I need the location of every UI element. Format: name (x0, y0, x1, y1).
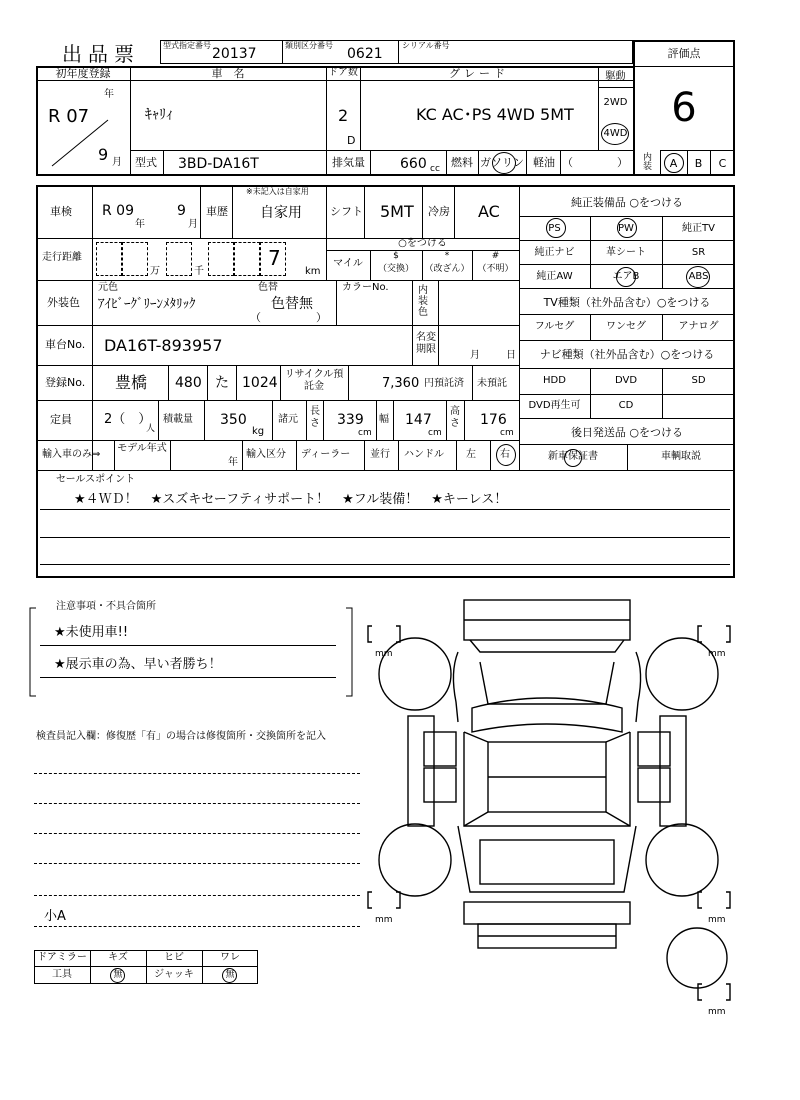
modified-symbol: * (444, 251, 450, 261)
doors-type: D (347, 134, 356, 147)
chassis-label: 車台No. (45, 338, 86, 351)
unknown-symbol: # (491, 251, 500, 261)
history-label: 車歴 (206, 205, 228, 218)
fuel-label: 燃料 (451, 156, 473, 169)
first-reg-year: R 07 (48, 106, 90, 127)
mileage-unit: km (305, 266, 321, 277)
height-label: 高さ (450, 406, 460, 429)
serial-label: シリアル番号 (402, 41, 450, 50)
car-name-label: 車 名 (211, 67, 245, 80)
capacity-persons-unit: 人 (146, 424, 156, 434)
later-docs-label: 後日発送品 ○をつける (570, 426, 684, 439)
registration-class: 480 (175, 375, 202, 391)
handle-right: 右 (500, 449, 510, 460)
ac-value: AC (478, 202, 500, 221)
item-jack-value: 無 (225, 970, 235, 980)
exchange-option: （交換） (377, 264, 414, 274)
interior-c: C (718, 157, 727, 170)
interior-label: 内装 (643, 153, 653, 172)
import-dealer: ディーラー (301, 449, 351, 460)
navi-sd: SD (691, 375, 706, 386)
grade-label: グレード (449, 67, 509, 80)
equip-abs: ABS (688, 271, 709, 282)
drive-label: 駆動 (605, 71, 626, 82)
car-name: ｷｬﾘｨ (145, 107, 173, 123)
fuel-diesel: 軽油 (533, 156, 555, 169)
model-year-label: モデル年式 (117, 443, 167, 454)
mm-spare: mm (708, 1007, 726, 1017)
import-type-label: 輸入区分 (246, 449, 286, 460)
notes-line-2: ★展示車の為、早い者勝ち！ (54, 657, 222, 672)
height-value: 176 (480, 412, 507, 428)
mileage-digits (96, 242, 326, 276)
import-parallel: 並行 (370, 449, 390, 460)
model-label: 型式 (135, 156, 157, 169)
width-value: 147 (405, 412, 432, 428)
registration-label: 登録No. (45, 376, 86, 389)
fuel-gasoline: ガソリン (480, 156, 524, 169)
mile-option: マイル (333, 258, 363, 269)
notes-label: 注意事項・不具合箇所 (56, 601, 156, 612)
shift-label: シフト (330, 205, 363, 218)
first-reg-month: 9 (98, 145, 109, 164)
inspector-label: 検査員記入欄：修復歴「有」の場合は修復箇所・交換箇所を記入 (36, 731, 326, 742)
original-color-label: 元色 (98, 282, 118, 293)
repaint-label: 色替 (258, 282, 278, 293)
drive-2wd: 2WD (603, 97, 628, 108)
vehicle-manual: 車輌取説 (661, 451, 701, 462)
width-unit: cm (428, 428, 442, 438)
car-body-diagram (360, 592, 800, 1072)
mileage-value: 7 (268, 246, 281, 270)
registration-kana: た (215, 375, 229, 391)
sales-text: ★４ＷＤ！ ★スズキセーフティサポート！ ★フル装備！ ★キーレス！ (74, 492, 508, 507)
name-change-day: 日 (506, 350, 516, 361)
recycle-amount: 7,360 (382, 376, 420, 391)
name-change-month: 月 (470, 350, 480, 361)
notes-bracket (28, 600, 358, 700)
exchange-symbol: $ (393, 251, 399, 261)
item-scratch: キズ (108, 952, 128, 963)
item-door-mirror: ドアミラー (37, 952, 87, 963)
length-unit: cm (358, 428, 372, 438)
item-tools: 工具 (52, 969, 72, 980)
navi-dvd-play: DVD再生可 (528, 400, 581, 411)
displacement-label: 排気量 (332, 156, 365, 169)
handle-label: ハンドル (404, 449, 444, 460)
recycle-label: リサイクル預託金 (284, 369, 344, 392)
tv-label: TV種類（社外品含む）○をつける (543, 296, 711, 309)
navi-dvd: DVD (614, 375, 638, 386)
equip-airbag: エアB (612, 271, 640, 282)
capacity-persons: 2（ ） (104, 412, 152, 427)
mm-rear-left: mm (375, 915, 393, 925)
equip-aw: 純正AW (536, 271, 573, 282)
original-color: ｱｲﾋﾞｰｸﾞﾘｰﾝﾒﾀﾘｯｸ (98, 297, 196, 312)
load-label: 積載量 (163, 414, 193, 425)
history-value: 自家用 (260, 205, 302, 221)
item-tools-value: 無 (113, 970, 123, 980)
equip-sr: SR (691, 247, 706, 258)
equip-pw: PW (618, 223, 634, 234)
navi-cd: CD (618, 400, 634, 411)
interior-color-label: 内装色 (418, 285, 428, 318)
import-label: 輸入車のみ⇒ (42, 449, 101, 460)
inspector-remark: 小A (44, 909, 66, 924)
mm-front-left: mm (375, 649, 393, 659)
equipment-label: 純正装備品 ○をつける (570, 196, 684, 209)
load-value: 350 (220, 412, 247, 428)
class-no-label: 類別区分番号 (285, 41, 333, 50)
interior-b: B (694, 157, 703, 170)
model-value: 3BD-DA16T (178, 156, 259, 172)
cc-unit: cc (430, 164, 440, 174)
notes-line-1: ★未使用車!! (54, 625, 129, 640)
score-label: 評価点 (667, 47, 701, 60)
score-value: 6 (671, 85, 697, 131)
modified-option: （改ざん） (424, 264, 470, 274)
recycle-unpaid: 未預託 (477, 378, 507, 389)
history-note: ※未記入は自家用 (246, 187, 309, 196)
page-title: 出品票 (62, 42, 140, 66)
grade-value: KC AC･PS 4WD 5MT (416, 105, 574, 124)
unknown-option: （不明） (477, 264, 514, 274)
first-reg-label: 初年度登録 (55, 67, 111, 80)
mm-front-right: mm (708, 649, 726, 659)
inspection-label: 車検 (50, 205, 72, 218)
repaint-paren: （ ） (250, 311, 327, 324)
mileage-man: 万 (150, 266, 160, 277)
width-label: 幅 (379, 414, 389, 425)
length-label: 長さ (310, 406, 320, 429)
displacement-value: 660 (400, 156, 427, 172)
sales-label: セールスポイント (56, 474, 136, 485)
item-jack: ジャッキ (154, 969, 194, 980)
color-no-label: カラーNo. (342, 282, 389, 293)
drive-4wd: 4WD (603, 128, 628, 139)
tv-fullseg: フルセグ (534, 321, 575, 332)
inspection-year: R 09 (102, 203, 134, 219)
inspection-month: 9 (177, 203, 186, 219)
repaint-value: 色替無 (271, 296, 313, 312)
mileage-label: 走行距離 (42, 252, 82, 263)
height-unit: cm (500, 428, 514, 438)
mileage-sen: 千 (194, 266, 204, 277)
registration-number: 1024 (242, 375, 278, 391)
equip-tv: 純正TV (682, 223, 715, 234)
new-warranty: 新車保証書 (548, 451, 598, 462)
handle-left: 左 (466, 449, 476, 460)
doors-value: 2 (338, 106, 349, 125)
first-reg-year-unit: 年 (104, 89, 114, 100)
item-break: ワレ (220, 952, 240, 963)
capacity-label: 定員 (50, 413, 72, 426)
shift-value: 5MT (380, 202, 414, 221)
color-label: 外装色 (47, 296, 80, 309)
ac-label: 冷房 (428, 205, 450, 218)
model-no: 20137 (212, 46, 257, 62)
equip-navi: 純正ナビ (534, 247, 575, 258)
dims-label: 諸元 (278, 414, 298, 425)
interior-a: A (669, 157, 678, 170)
name-change-label: 名変期限 (416, 332, 436, 355)
load-unit: kg (252, 426, 265, 437)
doors-label: ドア数 (328, 67, 358, 78)
item-crack: ヒビ (164, 952, 184, 963)
length-value: 339 (337, 412, 364, 428)
recycle-paid: 円預託済 (424, 378, 464, 389)
navi-hdd: HDD (543, 375, 566, 386)
mm-rear-right: mm (708, 915, 726, 925)
registration-area: 豊橋 (115, 373, 148, 392)
inspection-year-unit: 年 (135, 219, 145, 230)
mileage-circle-note: ○をつける (398, 238, 447, 249)
chassis-value: DA16T-893957 (104, 336, 223, 355)
navi-label: ナビ種類（社外品含む）○をつける (539, 348, 715, 361)
first-reg-month-unit: 月 (112, 157, 122, 168)
tv-analog: アナログ (678, 321, 719, 332)
equip-ps: PS (548, 223, 561, 234)
fuel-other: （ ） (562, 156, 628, 169)
class-no: 0621 (347, 46, 383, 62)
inspection-month-unit: 月 (188, 219, 198, 230)
tv-oneseg: ワンセグ (606, 321, 646, 332)
model-no-label: 型式指定番号 (163, 41, 211, 50)
model-year-unit: 年 (228, 457, 238, 468)
equip-leather: 革シート (606, 247, 646, 258)
